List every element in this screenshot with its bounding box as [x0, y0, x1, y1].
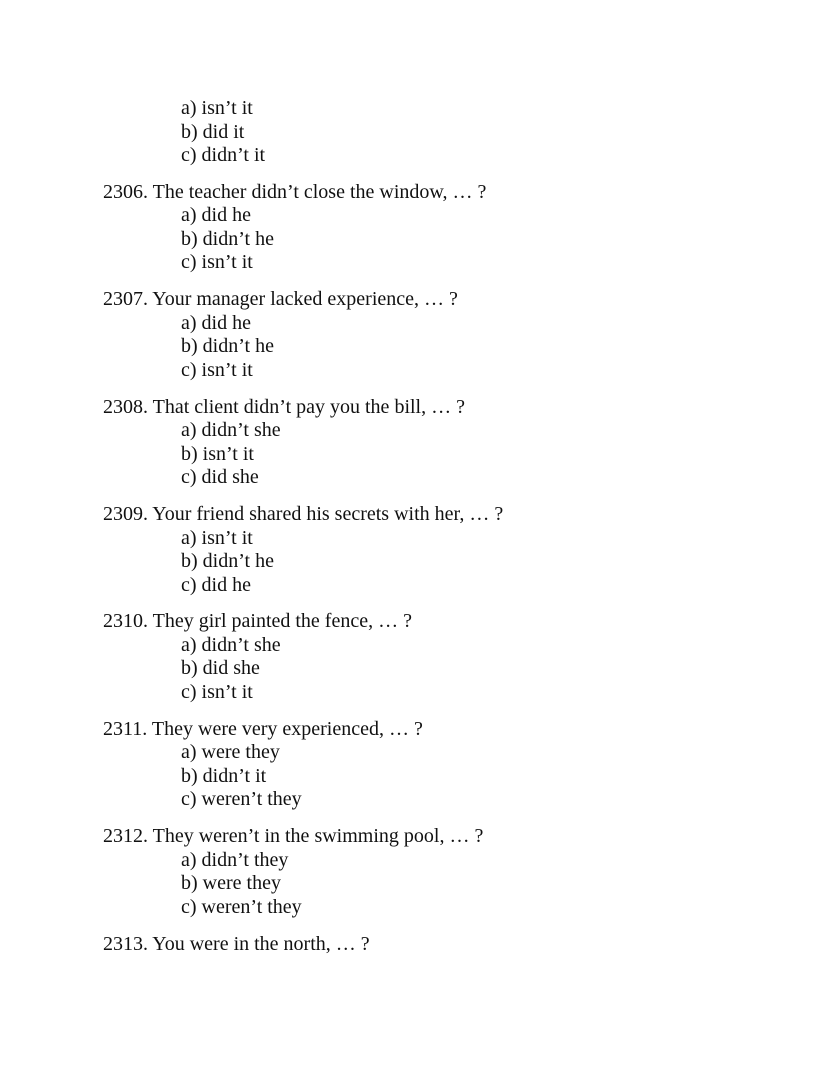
- question-number: 2307.: [103, 288, 148, 311]
- answer-option: a) did he: [181, 311, 251, 334]
- document-page: [103, 97, 828, 970]
- answer-option: a) were they: [181, 741, 280, 764]
- question-block: [103, 503, 828, 597]
- answer-option: a) didn’t she: [181, 419, 281, 442]
- question-text: That client didn’t pay you the bill, … ?: [152, 395, 465, 418]
- question-line: [103, 825, 828, 849]
- question-block: [103, 288, 828, 382]
- answer-option: b) did it: [181, 120, 245, 143]
- answer-option: b) didn’t it: [181, 764, 267, 787]
- question-block: [103, 933, 828, 957]
- question-text: The teacher didn’t close the window, … ?: [152, 180, 487, 203]
- question-line: [103, 288, 828, 312]
- question-block: [103, 718, 828, 812]
- question-line: [103, 503, 828, 527]
- question-number: 2308.: [103, 395, 148, 418]
- answer-option: b) did she: [181, 657, 260, 680]
- answer-option: c) isn’t it: [181, 251, 253, 274]
- question-text: They girl painted the fence, … ?: [152, 610, 412, 633]
- question-number: 2309.: [103, 503, 148, 526]
- answer-option: c) did he: [181, 573, 251, 596]
- question-text: Your manager lacked experience, … ?: [152, 288, 458, 311]
- answer-option: c) weren’t they: [181, 788, 302, 811]
- question-number: 2312.: [103, 825, 148, 848]
- answer-option: c) didn’t it: [181, 144, 266, 166]
- question-number: 2313.: [103, 932, 148, 955]
- question-block: [103, 396, 828, 490]
- question-block: [103, 825, 828, 919]
- question-line: [103, 933, 828, 957]
- answer-option: b) didn’t he: [181, 550, 274, 573]
- question-number: 2306.: [103, 180, 148, 203]
- question-number: 2311.: [103, 717, 148, 740]
- answer-option: c) isn’t it: [181, 680, 253, 703]
- answer-option: b) didn’t he: [181, 227, 274, 250]
- question-block: [103, 610, 828, 704]
- answer-option: c) did she: [181, 466, 259, 489]
- answer-option: c) isn’t it: [181, 358, 253, 381]
- answer-option: b) were they: [181, 872, 281, 895]
- question-block: [103, 97, 828, 168]
- question-text: Your friend shared his secrets with her, … ?: [152, 503, 504, 526]
- question-text: They weren’t in the swimming pool, … ?: [152, 825, 484, 848]
- question-line: [103, 610, 828, 634]
- question-text: They were very experienced, … ?: [151, 717, 423, 740]
- answer-option: a) didn’t she: [181, 633, 281, 656]
- answer-option: a) did he: [181, 204, 251, 227]
- question-line: [103, 396, 828, 420]
- answer-option: b) isn’t it: [181, 442, 254, 465]
- answer-option: a) isn’t it: [181, 526, 253, 549]
- answer-option: b) didn’t he: [181, 335, 274, 358]
- answer-option: a) isn’t it: [181, 97, 253, 119]
- question-line: [103, 718, 828, 742]
- answer-option: c) weren’t they: [181, 895, 302, 918]
- answer-option: a) didn’t they: [181, 848, 289, 871]
- question-block: [103, 181, 828, 275]
- question-text: You were in the north, … ?: [152, 932, 370, 955]
- question-number: 2310.: [103, 610, 148, 633]
- question-line: [103, 181, 828, 205]
